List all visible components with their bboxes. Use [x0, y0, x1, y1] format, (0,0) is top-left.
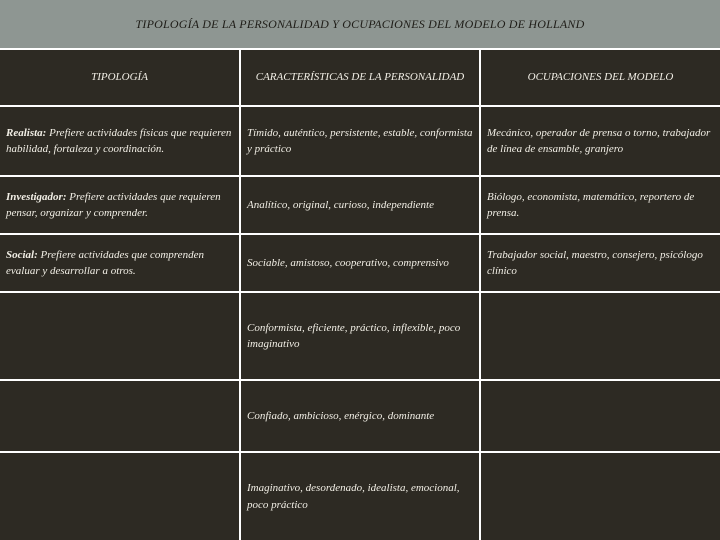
type-name: Realista: [6, 126, 47, 139]
table-row [0, 292, 720, 380]
type-cell [0, 452, 240, 540]
traits-cell: Imaginativo, desordenado, idealista, emocional, poco práctico [240, 452, 480, 540]
header-tipologia: TIPOLOGÍA [0, 50, 240, 106]
header-row [0, 50, 720, 106]
table-row [0, 176, 720, 234]
jobs-cell: Biólogo, economista, matemático, reportero de prensa. [480, 176, 720, 234]
type-name: Social: [6, 248, 38, 261]
table-row [0, 380, 720, 452]
type-cell [0, 176, 240, 234]
traits-cell: Sociable, amistoso, cooperativo, comprensivo [240, 234, 480, 292]
header-caracteristicas: CARACTERÍSTICAS DE LA PERSONALIDAD [240, 50, 480, 106]
traits-cell: Conformista, eficiente, práctico, inflexible, poco imaginativo [240, 292, 480, 380]
type-cell [0, 380, 240, 452]
table-row [0, 234, 720, 292]
traits-cell: Analítico, original, curioso, independiente [240, 176, 480, 234]
type-description: Prefiere actividades que requieren pensar, organizar y comprender. [6, 190, 221, 219]
jobs-cell [480, 292, 720, 380]
type-cell [0, 106, 240, 176]
table-row [0, 106, 720, 176]
slide-title: TIPOLOGÍA DE LA PERSONALIDAD Y OCUPACIONES DEL MODELO DE HOLLAND [0, 0, 720, 50]
jobs-cell [480, 452, 720, 540]
jobs-cell [480, 380, 720, 452]
type-name: Investigador: [6, 190, 67, 203]
type-cell [0, 234, 240, 292]
holland-table [0, 50, 720, 540]
traits-cell: Confiado, ambicioso, enérgico, dominante [240, 380, 480, 452]
header-ocupaciones: OCUPACIONES DEL MODELO [480, 50, 720, 106]
type-description: Prefiere actividades que comprenden evaluar y desarrollar a otros. [6, 248, 204, 277]
type-cell [0, 292, 240, 380]
type-description: Prefiere actividades físicas que requieren habilidad, fortaleza y coordinación. [6, 126, 232, 155]
traits-cell: Tímido, auténtico, persistente, estable, conformista y práctico [240, 106, 480, 176]
jobs-cell: Trabajador social, maestro, consejero, psicólogo clínico [480, 234, 720, 292]
jobs-cell: Mecánico, operador de prensa o torno, trabajador de línea de ensamble, granjero [480, 106, 720, 176]
table-row [0, 452, 720, 540]
